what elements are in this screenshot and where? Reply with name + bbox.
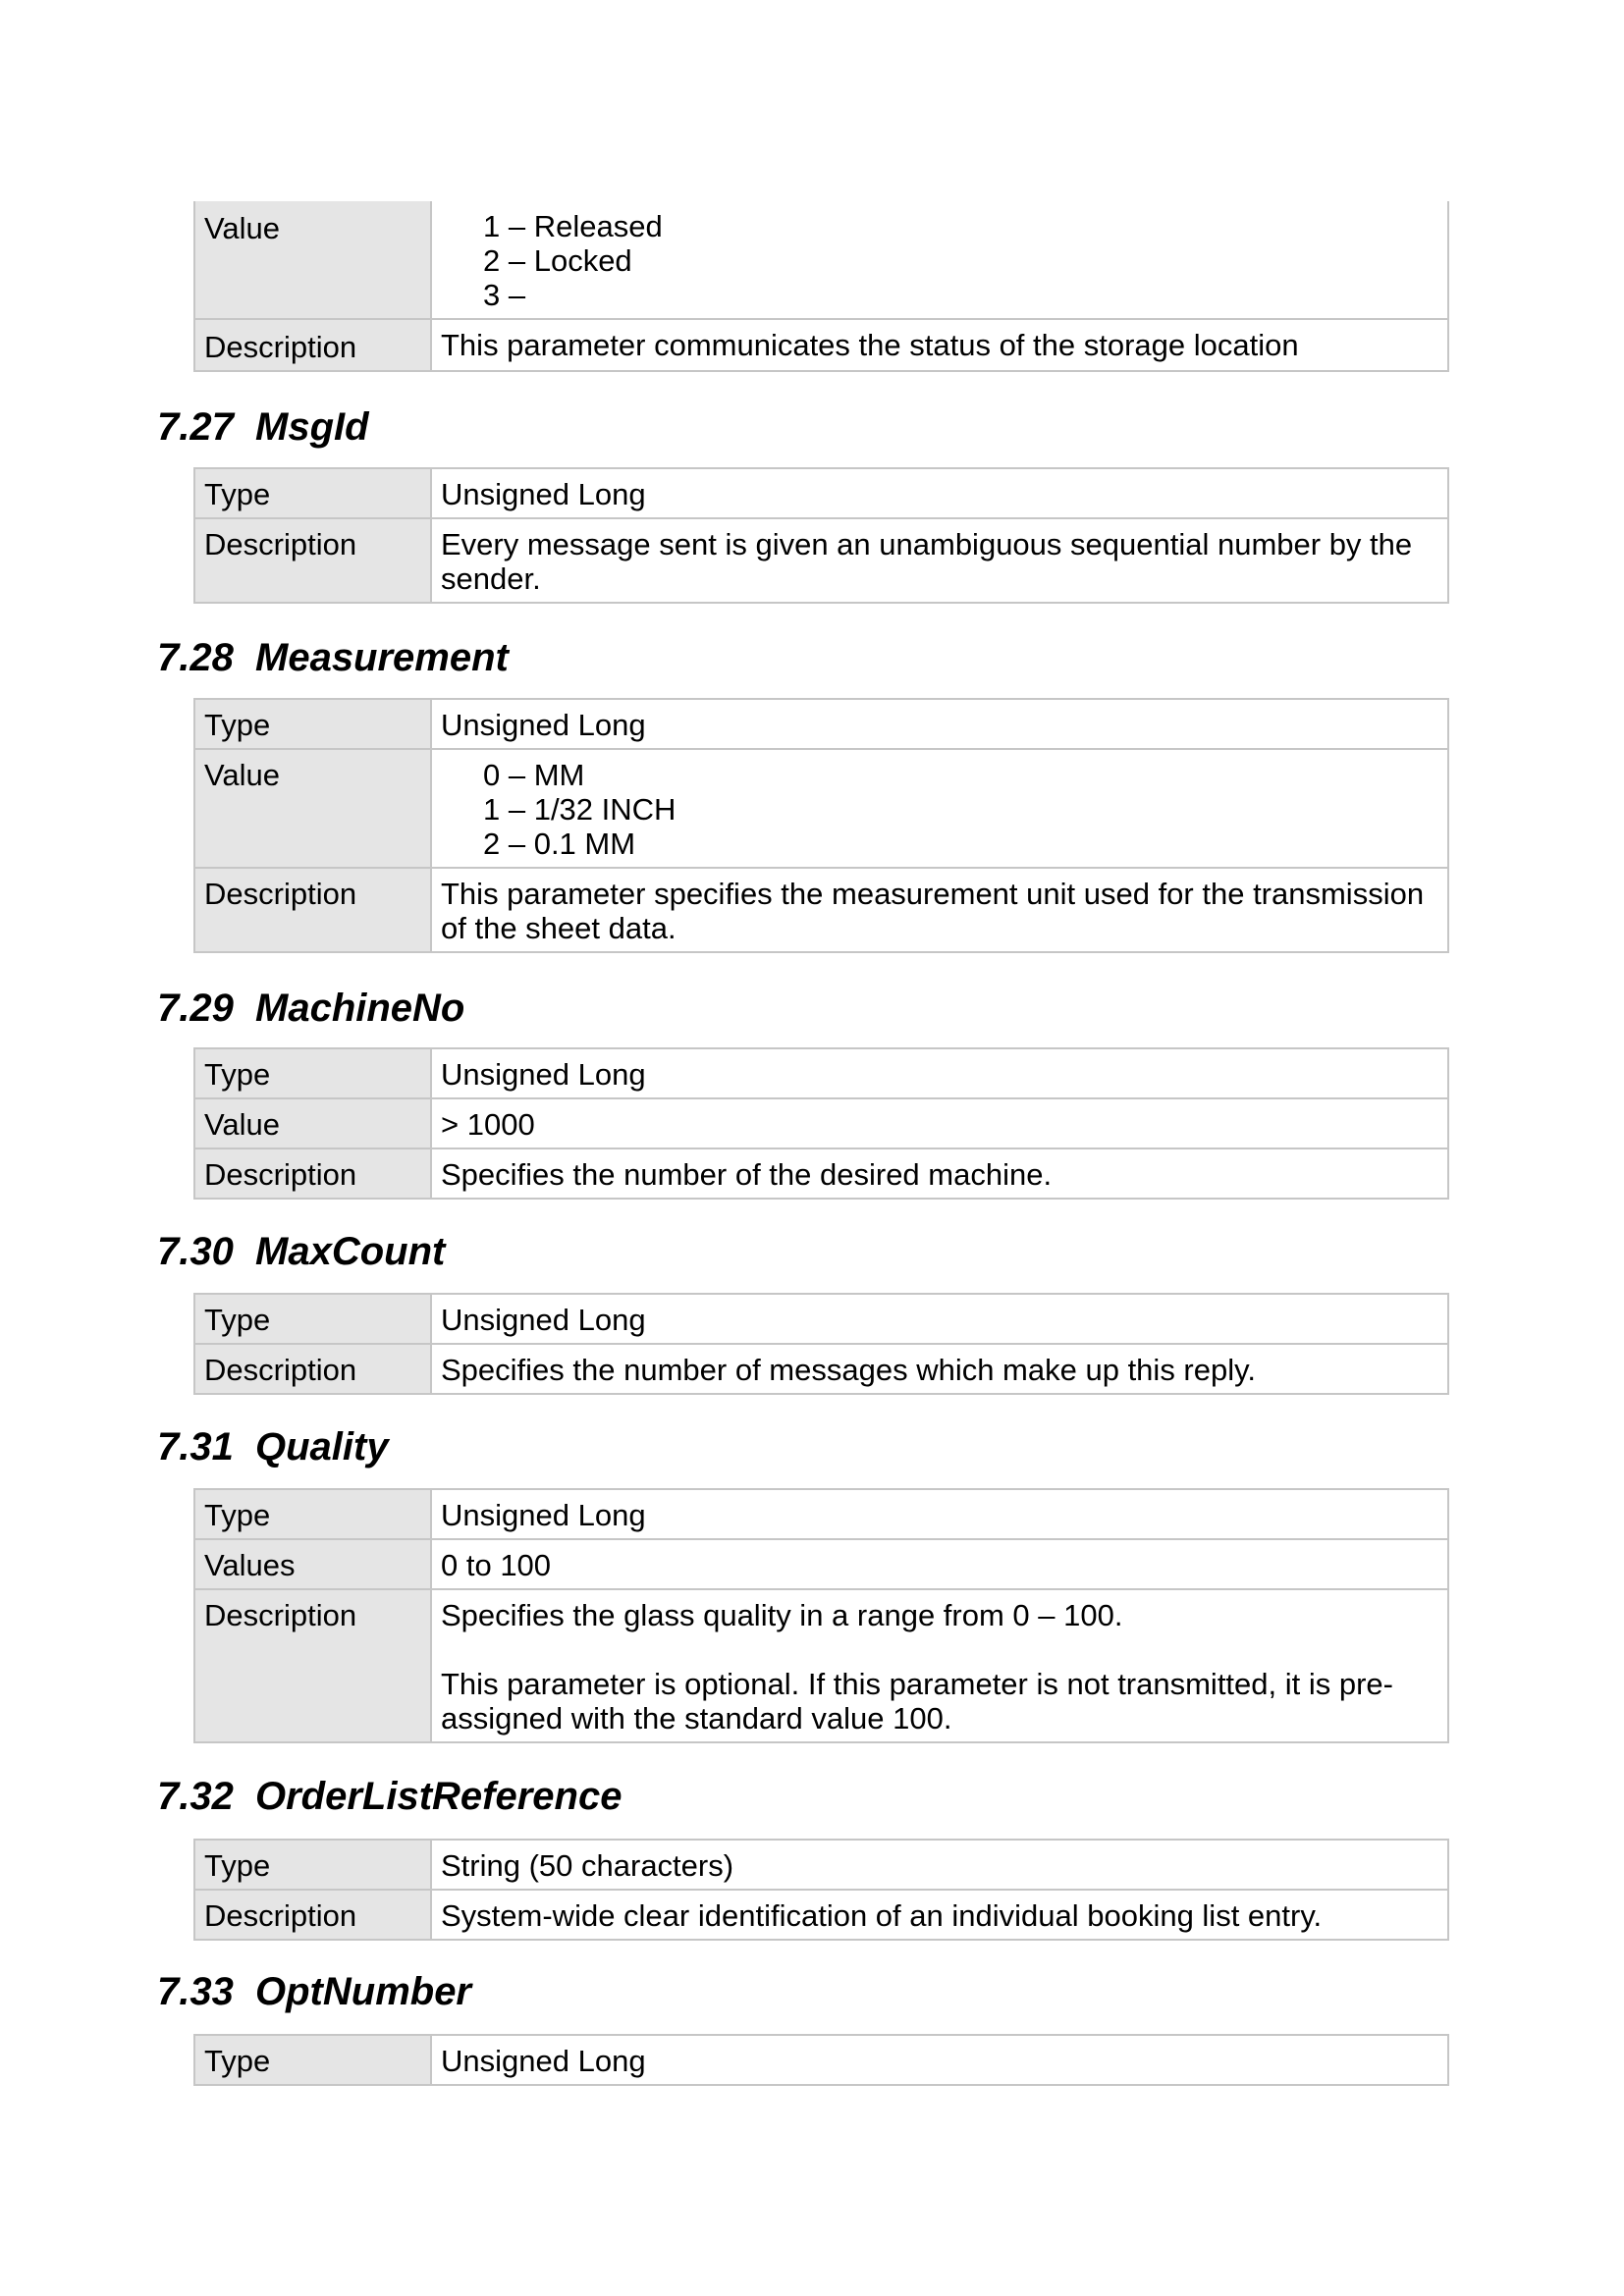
section-title: MachineNo xyxy=(255,987,465,1030)
param-table-measurement xyxy=(193,698,1449,953)
description-paragraph: Specifies the glass quality in a range from 0 – 100. xyxy=(441,1598,1123,1632)
table-row xyxy=(194,2035,1448,2085)
table-row xyxy=(194,1098,1448,1148)
row-label: Values xyxy=(194,1539,431,1589)
table-row xyxy=(194,749,1448,868)
row-value xyxy=(431,1589,1448,1742)
section-heading-msgid xyxy=(157,405,369,450)
row-label: Description xyxy=(194,319,431,371)
value-item: 3 – xyxy=(483,278,526,312)
value-list xyxy=(431,201,1448,319)
table-row xyxy=(194,1294,1448,1344)
section-number: 7.32 xyxy=(157,1775,234,1818)
param-table-optnumber xyxy=(193,2034,1449,2086)
row-label: Description xyxy=(194,1344,431,1394)
row-label: Type xyxy=(194,1489,431,1539)
row-value: 0 to 100 xyxy=(431,1539,1448,1589)
row-value: > 1000 xyxy=(431,1098,1448,1148)
row-label: Description xyxy=(194,868,431,952)
row-value: Unsigned Long xyxy=(431,468,1448,518)
section-heading-orderlistreference xyxy=(157,1775,622,1819)
param-table-quality xyxy=(193,1488,1449,1743)
row-value: String (50 characters) xyxy=(431,1840,1448,1890)
row-value: Unsigned Long xyxy=(431,699,1448,749)
table-row xyxy=(194,468,1448,518)
row-label: Type xyxy=(194,468,431,518)
param-table-maxcount xyxy=(193,1293,1449,1395)
row-label: Description xyxy=(194,1589,431,1742)
section-heading-optnumber xyxy=(157,1970,471,2014)
row-label: Type xyxy=(194,1294,431,1344)
param-table-continued xyxy=(193,201,1449,372)
section-title: Measurement xyxy=(255,636,509,679)
table-row xyxy=(194,1148,1448,1199)
row-label: Description xyxy=(194,518,431,603)
section-heading-quality xyxy=(157,1425,389,1469)
section-number: 7.30 xyxy=(157,1230,234,1273)
table-row xyxy=(194,868,1448,952)
table-row xyxy=(194,1840,1448,1890)
row-value: Specifies the number of the desired machine. xyxy=(431,1148,1448,1199)
section-number: 7.28 xyxy=(157,636,234,679)
section-number: 7.33 xyxy=(157,1970,234,2013)
row-value: Unsigned Long xyxy=(431,1294,1448,1344)
row-label: Type xyxy=(194,1048,431,1098)
value-item: 2 – 0.1 MM xyxy=(483,827,636,861)
section-title: MaxCount xyxy=(255,1230,446,1273)
value-item: 1 – Released xyxy=(483,209,663,243)
section-number: 7.31 xyxy=(157,1425,234,1468)
row-value: Unsigned Long xyxy=(431,2035,1448,2085)
row-value: This parameter communicates the status of the storage location xyxy=(431,319,1448,371)
table-row xyxy=(194,1489,1448,1539)
table-row xyxy=(194,319,1448,371)
row-label: Value xyxy=(194,749,431,868)
section-number: 7.27 xyxy=(157,405,234,449)
row-value: System-wide clear identification of an individual booking list entry. xyxy=(431,1890,1448,1940)
table-row xyxy=(194,201,1448,319)
value-item: 1 – 1/32 INCH xyxy=(483,792,677,827)
row-label: Type xyxy=(194,1840,431,1890)
row-value: Unsigned Long xyxy=(431,1048,1448,1098)
param-table-msgid xyxy=(193,467,1449,604)
table-row xyxy=(194,1048,1448,1098)
row-label: Type xyxy=(194,699,431,749)
table-row xyxy=(194,1344,1448,1394)
description-paragraph: This parameter is optional. If this parameter is not transmitted, it is pre-assigned with the standard value 100. xyxy=(441,1667,1393,1735)
section-title: Quality xyxy=(255,1425,389,1468)
section-title: OrderListReference xyxy=(255,1775,623,1818)
row-label: Value xyxy=(194,201,431,319)
table-row xyxy=(194,1589,1448,1742)
row-value: Specifies the number of messages which make up this reply. xyxy=(431,1344,1448,1394)
section-heading-maxcount xyxy=(157,1230,445,1274)
table-row xyxy=(194,1890,1448,1940)
section-title: MsgId xyxy=(255,405,369,449)
table-row xyxy=(194,699,1448,749)
section-heading-machineno xyxy=(157,987,464,1031)
row-label: Description xyxy=(194,1148,431,1199)
value-item: 2 – Locked xyxy=(483,243,632,278)
section-number: 7.29 xyxy=(157,987,234,1030)
row-value: This parameter specifies the measurement unit used for the transmission of the sheet data. xyxy=(431,868,1448,952)
row-value: Unsigned Long xyxy=(431,1489,1448,1539)
row-label: Description xyxy=(194,1890,431,1940)
value-list xyxy=(431,749,1448,868)
value-item: 0 – MM xyxy=(483,758,585,792)
param-table-orderlistreference xyxy=(193,1839,1449,1941)
row-value: Every message sent is given an unambiguous sequential number by the sender. xyxy=(431,518,1448,603)
section-title: OptNumber xyxy=(255,1970,471,2013)
table-row xyxy=(194,518,1448,603)
row-label: Type xyxy=(194,2035,431,2085)
section-heading-measurement xyxy=(157,636,509,680)
param-table-machineno xyxy=(193,1047,1449,1200)
row-label: Value xyxy=(194,1098,431,1148)
table-row xyxy=(194,1539,1448,1589)
paragraph-gap xyxy=(441,1632,1439,1667)
